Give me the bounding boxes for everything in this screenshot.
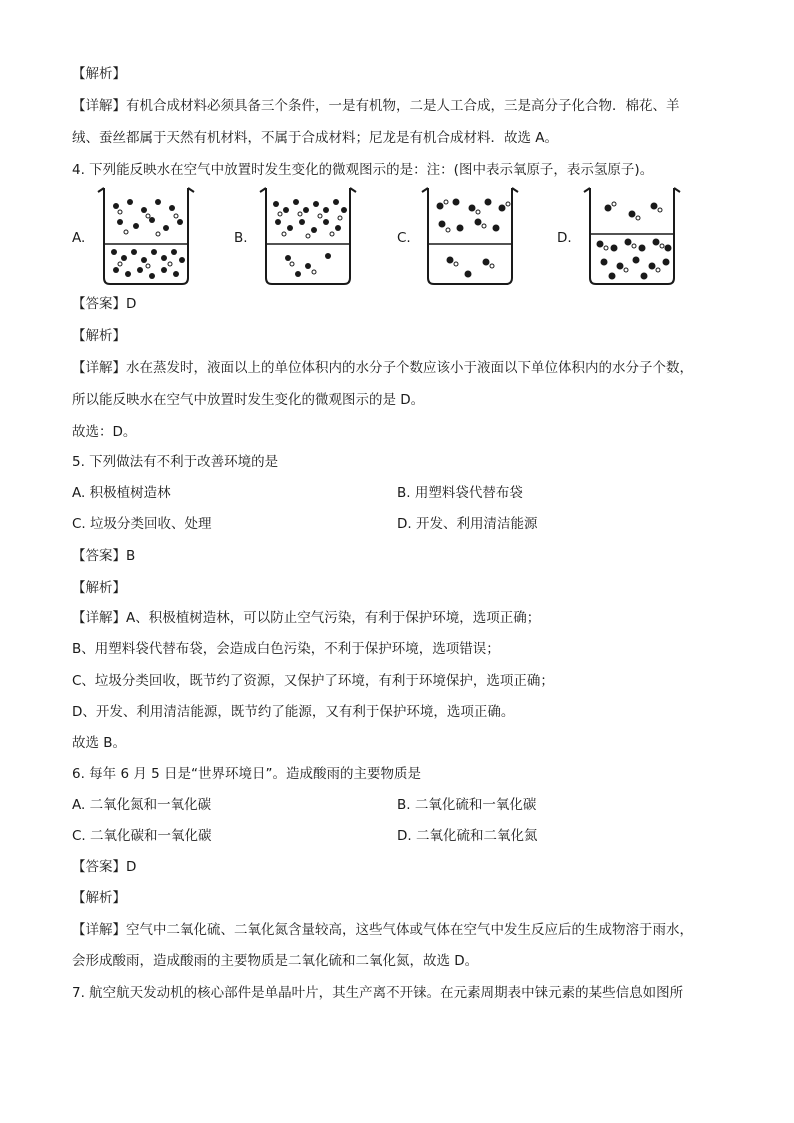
q6-option-a: A. 二氧化氮和一氧化碳: [72, 797, 212, 813]
detail-5-line-4: D、开发、利用清洁能源，既节约了能源，又有利于保护环境，选项正确。: [72, 704, 515, 720]
detail-5-line-5: 故选 B。: [72, 735, 127, 751]
beaker-d-figure: [582, 186, 692, 286]
q5-option-b: B. 用塑料袋代替布袋: [397, 485, 523, 501]
detail-5-line-2: B、用塑料袋代替布袋，会造成白色污染，不利于保护环境，选项错误；: [72, 641, 500, 657]
q4-option-d-label: D.: [557, 230, 572, 246]
detail-6-line-2: 会形成酸雨，造成酸雨的主要物质是二氧化硫和二氧化氮，故选 D。: [72, 953, 479, 969]
text-line: 绒、蚕丝都属于天然有机材料，不属于合成材料；尼龙是有机合成材料．故选 A。: [72, 130, 559, 146]
detail-6-line-1: 【详解】空气中二氧化硫、二氧化氮含量较高，这些气体或气体在空气中发生反应后的生成物溶于雨水，: [72, 922, 693, 938]
detail-4-line-1: 【详解】水在蒸发时，液面以上的单位体积内的水分子个数应该小于液面以下单位体积内的水分子个数，: [72, 360, 693, 376]
q5-option-c: C. 垃圾分类回收、处理: [72, 516, 212, 532]
q5-option-a: A. 积极植树造林: [72, 485, 171, 501]
detail-5-line-3: C、垃圾分类回收，既节约了资源，又保护了环境，有利于环境保护，选项正确；: [72, 673, 554, 689]
analysis-4: 【解析】: [72, 328, 126, 344]
answer-6: 【答案】D: [72, 859, 137, 875]
answer-5: 【答案】B: [72, 548, 136, 564]
answer-4: 【答案】D: [72, 296, 137, 312]
detail-4-line-2: 所以能反映水在空气中放置时发生变化的微观图示的是 D。: [72, 392, 425, 408]
detail-4-line-3: 故选：D。: [72, 424, 137, 440]
q5-option-d: D. 开发、利用清洁能源: [397, 516, 538, 532]
text-line: 【详解】有机合成材料必须具备三个条件，一是有机物，二是人工合成，三是高分子化合物．棉花、羊: [72, 98, 680, 114]
q4-option-c-label: C.: [397, 230, 411, 246]
detail-5-line-1: 【详解】A、积极植树造林，可以防止空气污染，有利于保护环境，选项正确；: [72, 610, 541, 626]
question-7: 7. 航空航天发动机的核心部件是单晶叶片，其生产离不开铼。在元素周期表中铼元素的某些信息如图所: [72, 985, 684, 1001]
beaker-b-figure: [258, 186, 368, 286]
analysis-5: 【解析】: [72, 580, 126, 596]
beaker-c-figure: [420, 186, 530, 286]
q6-option-b: B. 二氧化硫和一氧化碳: [397, 797, 537, 813]
q6-option-c: C. 二氧化碳和一氧化碳: [72, 828, 212, 844]
beaker-a-figure: [96, 186, 206, 286]
question-6: 6. 每年 6 月 5 日是“世界环境日”。造成酸雨的主要物质是: [72, 766, 422, 782]
question-4: 4. 下列能反映水在空气中放置时发生变化的微观图示的是：注：(图中表示氧原子，表示氢原子)。: [72, 162, 654, 178]
question-5: 5. 下列做法有不利于改善环境的是: [72, 454, 279, 470]
q6-option-d: D. 二氧化硫和二氧化氮: [397, 828, 538, 844]
text-line: 【解析】: [72, 66, 126, 82]
analysis-6: 【解析】: [72, 890, 126, 906]
q4-option-b-label: B.: [234, 230, 248, 246]
q4-option-a-label: A.: [72, 230, 86, 246]
